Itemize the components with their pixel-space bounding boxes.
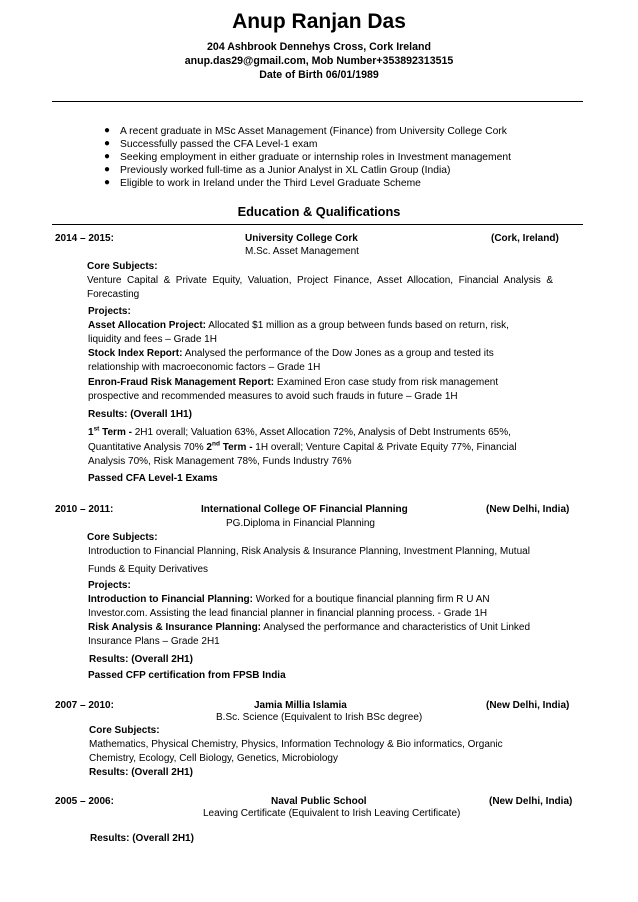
core-subjects-text: Chemistry, Ecology, Cell Biology, Genetics, Microbiology xyxy=(89,753,338,764)
entry-years: 2014 – 2015: xyxy=(55,233,114,244)
bullet-icon: ● xyxy=(104,177,111,188)
project-line: Risk Analysis & Insurance Planning: Analysed the performance and characteristics of Unit Linked xyxy=(88,622,531,633)
bullet-icon: ● xyxy=(104,164,111,175)
results-label: Results: (Overall 2H1) xyxy=(90,833,194,844)
entry-location: (New Delhi, India) xyxy=(486,700,570,711)
term-results-line: 1st Term - 2H1 overall; Valuation 63%, Asset Allocation 72%, Analysis of Debt Instruments 65%, xyxy=(88,425,511,438)
project-line: Enron-Fraud Risk Management Report: Examined Eron case study from risk management xyxy=(88,377,499,388)
bullet-icon: ● xyxy=(104,138,111,149)
results-label: Results: (Overall 2H1) xyxy=(89,767,193,778)
projects-label: Projects: xyxy=(88,580,131,591)
core-subjects-text: Funds & Equity Derivatives xyxy=(88,564,209,575)
entry-institution: University College Cork xyxy=(245,233,358,244)
address-line: 204 Ashbrook Dennehys Cross, Cork Ireland xyxy=(207,41,431,53)
project-line: Stock Index Report: Analysed the performance of the Dow Jones as a group and tested its xyxy=(88,348,494,359)
resume-name: Anup Ranjan Das xyxy=(232,10,406,33)
entry-degree: PG.Diploma in Financial Planning xyxy=(226,518,375,529)
entry-institution: International College OF Financial Planning xyxy=(201,504,408,515)
core-subjects-text: Introduction to Financial Planning, Risk Analysis & Insurance Planning, Investment Planning, Mutual xyxy=(88,546,530,557)
contact-line: anup.das29@gmail.com, Mob Number+353892313515 xyxy=(184,55,454,67)
results-label: Results: (Overall 1H1) xyxy=(88,409,192,420)
term-results-line: Quantitative Analysis 70% 2nd Term - 1H overall; Venture Capital & Private Equity 77%, Financial xyxy=(88,440,517,453)
entry-years: 2010 – 2011: xyxy=(55,504,114,515)
section-title: Education & Qualifications xyxy=(237,204,401,219)
results-label: Results: (Overall 2H1) xyxy=(89,654,193,665)
certification-line: Passed CFP certification from FPSB India xyxy=(88,670,286,681)
core-subjects-text: Forecasting xyxy=(87,289,140,300)
project-line: Insurance Plans – Grade 2H1 xyxy=(88,636,220,647)
bullet-icon: ● xyxy=(104,125,111,136)
entry-degree: Leaving Certificate (Equivalent to Irish Leaving Certificate) xyxy=(203,808,461,819)
term-results-line: Analysis 70%, Risk Management 78%, Funds Industry 76% xyxy=(88,456,352,467)
project-line: relationship with macroeconomic factors – Grade 1H xyxy=(88,362,321,373)
projects-label: Projects: xyxy=(88,306,131,317)
entry-years: 2007 – 2010: xyxy=(55,700,114,711)
entry-degree: M.Sc. Asset Management xyxy=(245,246,359,257)
entry-institution: Naval Public School xyxy=(271,796,367,807)
section-divider xyxy=(52,224,583,225)
entry-location: (New Delhi, India) xyxy=(489,796,573,807)
entry-degree: B.Sc. Science (Equivalent to Irish BSc degree) xyxy=(216,712,423,723)
project-line: Investor.com. Assisting the lead financial planner in financial planning process. - Grade 1H xyxy=(88,608,488,619)
project-line: Asset Allocation Project: Allocated $1 million as a group between funds based on return, risk, xyxy=(88,320,509,331)
bullet-icon: ● xyxy=(104,151,111,162)
certification-line: Passed CFA Level-1 Exams xyxy=(88,473,218,484)
core-subjects-text: Venture Capital & Private Equity, Valuation, Project Finance, Asset Allocation, Financial Analysis & xyxy=(87,275,553,286)
core-subjects-label: Core Subjects: xyxy=(87,532,158,543)
core-subjects-text: Mathematics, Physical Chemistry, Physics, Information Technology & Bio informatics, Organic xyxy=(89,739,503,750)
core-subjects-label: Core Subjects: xyxy=(89,725,160,736)
header-divider xyxy=(52,101,583,102)
entry-years: 2005 – 2006: xyxy=(55,796,114,807)
entry-location: (New Delhi, India) xyxy=(486,504,570,515)
project-line: Introduction to Financial Planning: Worked for a boutique financial planning firm R U AN xyxy=(88,594,490,605)
project-line: prospective and recommended measures to avoid such frauds in future – Grade 1H xyxy=(88,391,458,402)
date-of-birth: Date of Birth 06/01/1989 xyxy=(259,69,379,81)
core-subjects-label: Core Subjects: xyxy=(87,261,158,272)
project-line: liquidity and fees – Grade 1H xyxy=(88,334,217,345)
entry-institution: Jamia Millia Islamia xyxy=(254,700,347,711)
entry-location: (Cork, Ireland) xyxy=(491,233,559,244)
